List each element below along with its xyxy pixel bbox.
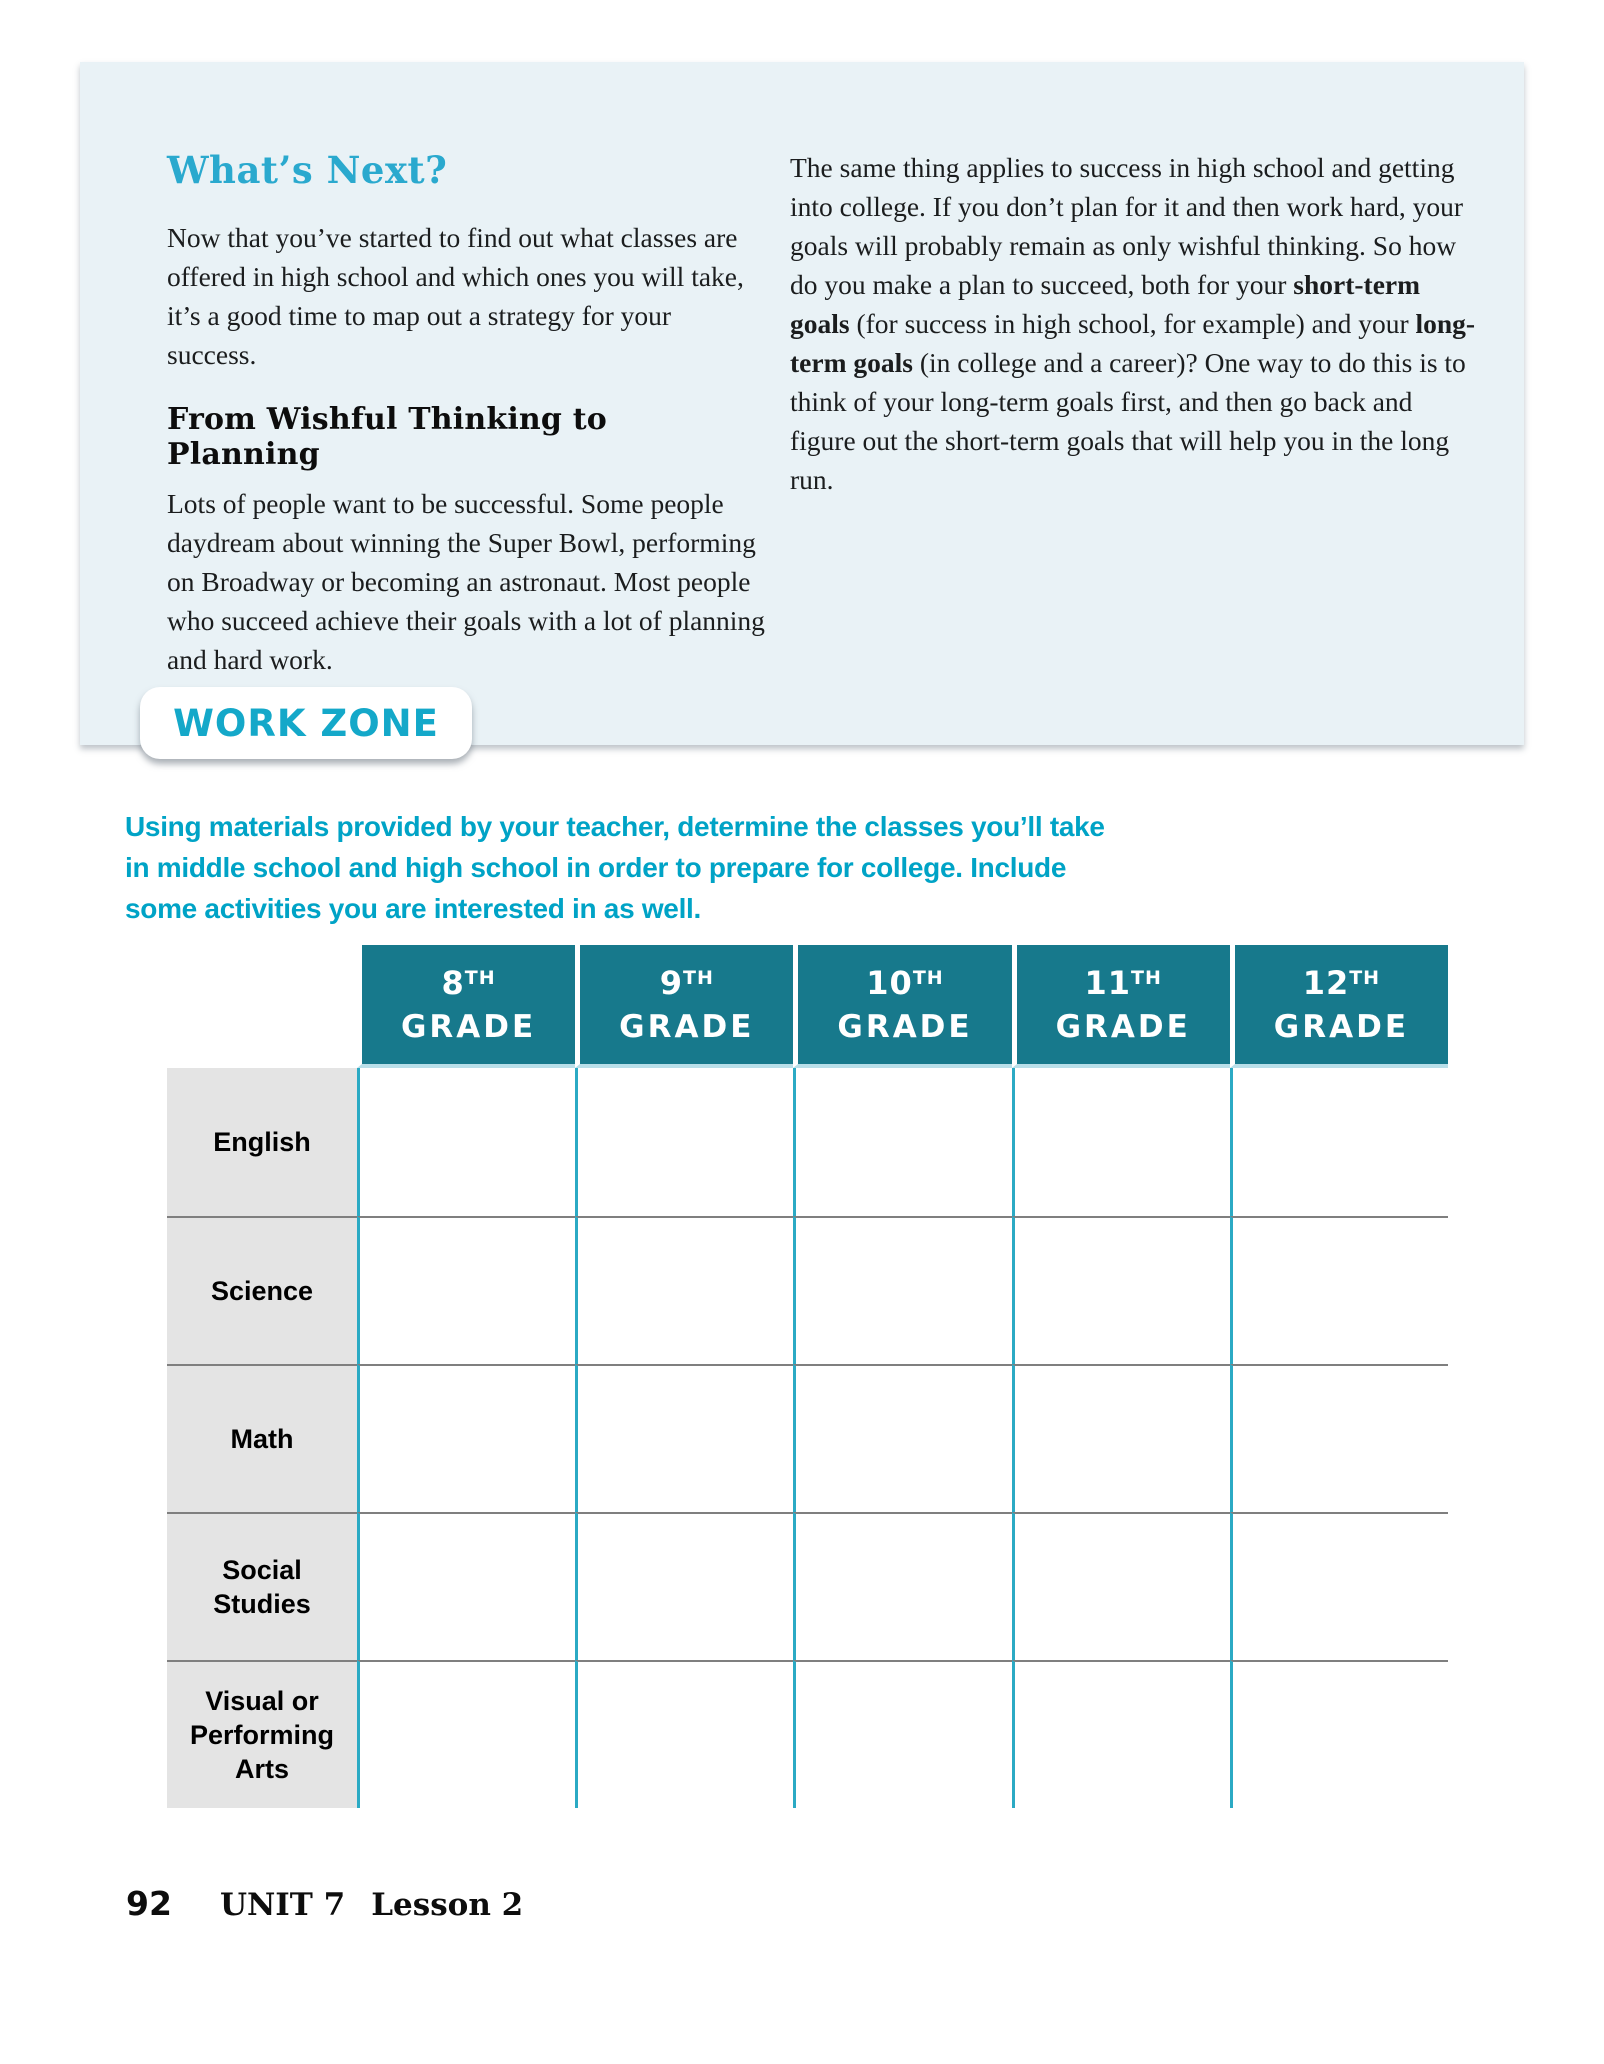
grade-number (866, 963, 944, 1002)
answer-cell-math-grade-9[interactable] (575, 1364, 793, 1512)
column-header-11th-grade (1012, 945, 1230, 1068)
grade-number (1084, 963, 1162, 1002)
answer-cell-science-grade-11[interactable] (1012, 1216, 1230, 1364)
answer-cell-social-studies-grade-11[interactable] (1012, 1512, 1230, 1660)
answer-cell-science-grade-12[interactable] (1230, 1216, 1448, 1364)
row-label-english: English (167, 1068, 357, 1216)
answer-cell-english-grade-12[interactable] (1230, 1068, 1448, 1216)
intro-paragraph-1: Now that you’ve started to find out what classes are offered in high school and which ones you will take, it’s a good time to map out a strategy for your success. (167, 222, 744, 370)
answer-cell-math-grade-11[interactable] (1012, 1364, 1230, 1512)
answer-cell-english-grade-9[interactable] (575, 1068, 793, 1216)
answer-cell-math-grade-10[interactable] (793, 1364, 1011, 1512)
row-label-science: Science (167, 1216, 357, 1364)
grade-number-text: 9 (659, 963, 683, 1002)
intro-paragraph-3: The same thing applies to success in high school and getting into college. If you don’t plan for it and then work hard, your goals will probably remain as only wishful thinking. So how do you make a plan to succeed, both for your short-term goals (for success in high school, for example) and your long-term goals (in college and a career)? One way to do this is to think of your long-term goals first, and then go back and figure out the short-term goals that will help you in the long run. (790, 152, 1476, 495)
grade-ordinal-suffix: TH (1131, 966, 1162, 989)
grade-number (1302, 963, 1381, 1002)
grade-word: GRADE (619, 1008, 755, 1045)
grade-word: GRADE (1273, 1008, 1409, 1045)
work-zone-tab-label: WORK ZONE (173, 701, 439, 745)
answer-cell-visual-or-performing-arts-grade-12[interactable] (1230, 1660, 1448, 1808)
grade-word: GRADE (1055, 1008, 1191, 1045)
page-footer (126, 1884, 523, 1923)
column-header-9th-grade (575, 945, 793, 1068)
answer-cell-social-studies-grade-10[interactable] (793, 1512, 1011, 1660)
work-zone-instructions: Using materials provided by your teacher, determine the classes you’ll take in middle school and high school in order to prepare for college. Include some activities you are interested in as well. (125, 811, 1105, 924)
answer-cell-math-grade-8[interactable] (357, 1364, 575, 1512)
grade-number-text: 12 (1302, 963, 1350, 1002)
intro-paragraph-2: Lots of people want to be successful. Some people daydream about winning the Super Bowl, performing on Broadway or becoming an astronaut. Most people who succeed achieve their goals with a lot of planning and hard work. (167, 488, 765, 675)
answer-cell-english-grade-8[interactable] (357, 1068, 575, 1216)
answer-cell-science-grade-9[interactable] (575, 1216, 793, 1364)
column-header-12th-grade (1230, 945, 1448, 1068)
answer-cell-visual-or-performing-arts-grade-10[interactable] (793, 1660, 1011, 1808)
row-label-math: Math (167, 1364, 357, 1512)
intro-panel (80, 62, 1524, 745)
row-label-visual-or-performing-arts: Visual or Performing Arts (167, 1660, 357, 1808)
grade-number (659, 963, 714, 1002)
intro-right-column (790, 148, 1480, 527)
lesson-label: Lesson 2 (371, 1887, 524, 1923)
grade-ordinal-suffix: TH (912, 966, 944, 989)
grade-ordinal-suffix: TH (464, 966, 496, 989)
answer-cell-science-grade-10[interactable] (793, 1216, 1011, 1364)
answer-cell-science-grade-8[interactable] (357, 1216, 575, 1364)
grade-number (441, 963, 496, 1002)
unit-label: UNIT 7 (219, 1887, 346, 1923)
grade-number-text: 10 (866, 963, 913, 1002)
grade-word: GRADE (400, 1008, 537, 1045)
answer-cell-social-studies-grade-12[interactable] (1230, 1512, 1448, 1660)
row-label-social-studies: Social Studies (167, 1512, 357, 1660)
answer-cell-english-grade-10[interactable] (793, 1068, 1011, 1216)
grade-number-text: 8 (441, 963, 465, 1002)
answer-cell-visual-or-performing-arts-grade-11[interactable] (1012, 1660, 1230, 1808)
grade-planning-table (167, 945, 1448, 1808)
work-zone-tab (140, 687, 472, 759)
answer-cell-english-grade-11[interactable] (1012, 1068, 1230, 1216)
wishful-thinking-subheading: From Wishful Thinking to Planning (167, 402, 608, 472)
answer-cell-visual-or-performing-arts-grade-8[interactable] (357, 1660, 575, 1808)
column-header-8th-grade (357, 945, 575, 1068)
grade-word: GRADE (837, 1008, 973, 1045)
table-corner-spacer (167, 945, 357, 1068)
whats-next-heading: What’s Next? (167, 148, 448, 192)
answer-cell-math-grade-12[interactable] (1230, 1364, 1448, 1512)
grade-number-text: 11 (1084, 963, 1132, 1002)
answer-cell-social-studies-grade-9[interactable] (575, 1512, 793, 1660)
answer-cell-social-studies-grade-8[interactable] (357, 1512, 575, 1660)
intro-left-column (167, 148, 767, 707)
page-number: 92 (126, 1884, 172, 1923)
column-header-10th-grade (793, 945, 1011, 1068)
answer-cell-visual-or-performing-arts-grade-9[interactable] (575, 1660, 793, 1808)
grade-ordinal-suffix: TH (1349, 966, 1381, 989)
grade-ordinal-suffix: TH (682, 966, 714, 989)
